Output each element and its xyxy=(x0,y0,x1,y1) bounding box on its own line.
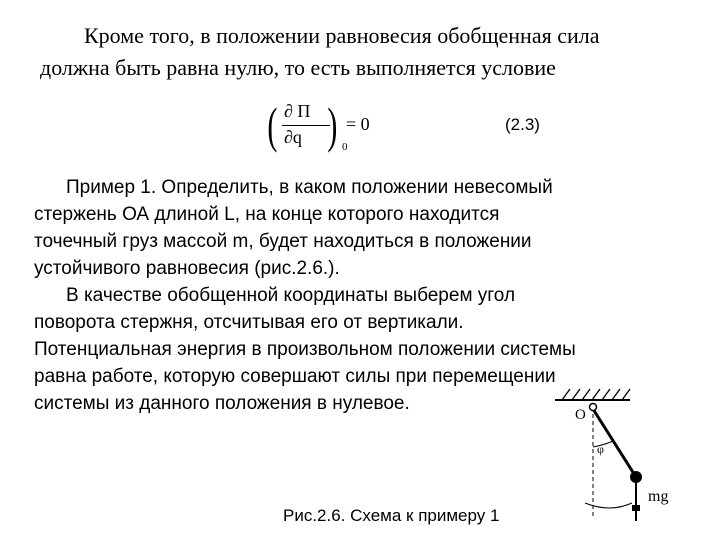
fraction-bar xyxy=(282,125,330,126)
point-mass xyxy=(630,471,642,483)
body-line: В качестве обобщенной координаты выберем угол xyxy=(66,285,516,306)
right-parenthesis: ) xyxy=(327,97,338,153)
figure-caption: Рис.2.6. Схема к примеру 1 xyxy=(283,506,500,525)
intro-line-2: должна быть равна нулю, то есть выполняется условие xyxy=(40,55,556,80)
formula-denominator: ∂q xyxy=(284,127,302,147)
equilibrium-formula xyxy=(262,95,402,157)
body-line: точечный груз массой m, будет находиться в положении xyxy=(34,231,532,252)
body-line: равна работе, которую совершают силы при перемещении xyxy=(34,366,556,387)
body-line: Потенциальная энергия в произвольном положении системы xyxy=(34,339,576,360)
formula-subscript: 0 xyxy=(342,141,348,153)
left-parenthesis: ( xyxy=(267,97,278,153)
body-line: Пример 1. Определить, в каком положении невесомый xyxy=(66,177,553,198)
pivot-label: O xyxy=(575,407,586,423)
weight-arrow-head xyxy=(632,505,640,511)
body-line: устойчивого равновесия (рис.2.6.). xyxy=(34,258,340,279)
example-paragraph xyxy=(34,174,674,417)
formula-equals: = 0 xyxy=(346,114,370,134)
equation-number: (2.3) xyxy=(505,115,540,134)
formula-numerator: ∂ Π xyxy=(284,101,311,121)
body-line: поворота стержня, отсчитывая его от вертикали. xyxy=(34,312,464,333)
pivot-hinge xyxy=(590,404,597,411)
force-label: mg xyxy=(648,488,669,505)
pendulum-figure xyxy=(520,385,690,535)
intro-paragraph xyxy=(40,20,680,84)
body-line: стержень ОА длиной L, на конце которого находится xyxy=(34,204,500,225)
intro-line-1: Кроме того, в положении равновесия обобщенная сила xyxy=(84,23,600,48)
body-line: системы из данного положения в нулевое. xyxy=(34,393,410,414)
support-hatching xyxy=(562,389,630,400)
angle-label: φ xyxy=(597,442,604,456)
trajectory-arc xyxy=(585,503,632,508)
